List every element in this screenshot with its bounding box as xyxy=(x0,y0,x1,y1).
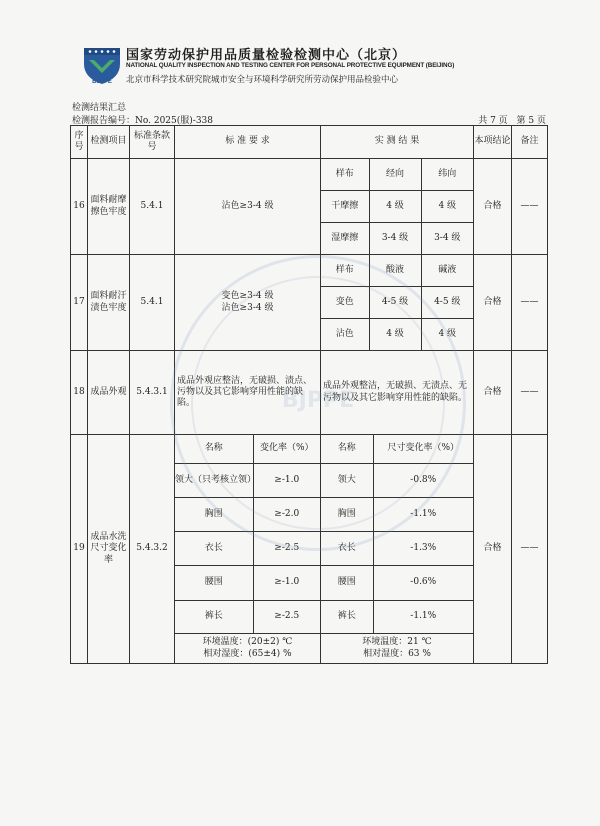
sub-cell: 4 级 xyxy=(369,190,421,223)
table-header-row xyxy=(71,126,548,159)
sub-cell: 3-4 级 xyxy=(421,223,473,254)
sub-cell: ≥-1.0 xyxy=(253,566,320,600)
row-item: 面料耐摩擦色牢度 xyxy=(88,159,130,255)
subhead-cell: 样布 xyxy=(321,159,369,190)
org-sub-name: 北京市科学技术研究院城市安全与环境科学研究所劳动保护用品检验中心 xyxy=(126,75,399,85)
env-line: 环境温度：(20±2) ℃ xyxy=(202,637,293,648)
row-remark: —— xyxy=(512,435,548,664)
org-name-cn: 国家劳动保护用品质量检验检测中心（北京） xyxy=(126,48,407,63)
row-conclusion: 合格 xyxy=(474,351,512,435)
result-subtable xyxy=(321,435,473,633)
row-conclusion: 合格 xyxy=(474,255,512,351)
row-clause: 5.4.3.2 xyxy=(130,435,175,664)
subhead-cell: 尺寸变化率（%） xyxy=(373,435,473,463)
row-clause: 5.4.1 xyxy=(130,255,175,351)
row-remark: —— xyxy=(512,351,548,435)
row-requirement xyxy=(175,435,321,634)
sub-cell: 4 级 xyxy=(421,190,473,223)
sub-cell: 衣长 xyxy=(175,532,253,566)
row-result xyxy=(321,255,474,351)
row-result: 成品外观整洁，无破损、无渍点、无污物以及其它影响穿用性能的缺陷。 xyxy=(321,351,474,435)
sub-cell: -1.1% xyxy=(373,600,473,633)
env-requirement xyxy=(175,634,321,664)
sub-cell: ≥-2.5 xyxy=(253,600,320,633)
row-seq: 16 xyxy=(71,159,88,255)
col-clause: 标准条款号 xyxy=(130,126,175,159)
result-subtable xyxy=(321,159,473,254)
svg-text:BJPPE: BJPPE xyxy=(92,79,112,85)
row-conclusion: 合格 xyxy=(474,435,512,664)
subhead-cell: 酸液 xyxy=(369,255,421,286)
sub-cell: 腰围 xyxy=(175,566,253,600)
requirement-line: 变色≥3-4 级 xyxy=(221,291,274,302)
sub-cell: 4-5 级 xyxy=(421,286,473,319)
sub-cell: 湿摩擦 xyxy=(321,223,369,254)
row-seq: 17 xyxy=(71,255,88,351)
result-subtable xyxy=(321,255,473,350)
row-item: 面料耐汗渍色牢度 xyxy=(88,255,130,351)
report-header xyxy=(80,40,540,92)
col-conclusion: 本项结论 xyxy=(474,126,512,159)
results-table xyxy=(70,125,548,664)
table-row xyxy=(71,255,548,351)
env-line: 环境温度：21 ℃ xyxy=(362,637,432,648)
table-row xyxy=(71,351,548,435)
col-result: 实 测 结 果 xyxy=(321,126,474,159)
sub-cell: ≥-2.0 xyxy=(253,497,320,531)
row-remark: —— xyxy=(512,159,548,255)
row-item: 成品外观 xyxy=(88,351,130,435)
subhead-cell: 样布 xyxy=(321,255,369,286)
env-line: 相对湿度：(65±4) % xyxy=(203,648,292,659)
subhead-cell: 经向 xyxy=(369,159,421,190)
subhead-cell: 名称 xyxy=(175,435,253,463)
seal-logo-text: BJPPE xyxy=(281,388,355,413)
col-requirement: 标 准 要 求 xyxy=(175,126,321,159)
env-line: 相对湿度：63 % xyxy=(363,648,431,659)
row-item: 成品水洗尺寸变化率 xyxy=(88,435,130,664)
col-item: 检测项目 xyxy=(88,126,130,159)
summary-title: 检测结果汇总 xyxy=(72,103,127,113)
sub-cell: 裤长 xyxy=(321,600,373,633)
org-name-en: NATIONAL QUALITY INSPECTION AND TESTING CENTER FOR PERSONAL PROTECTIVE EQUIPMENT (BEIJING) xyxy=(126,62,455,69)
table-row xyxy=(71,159,548,255)
sub-cell: 领大 xyxy=(321,463,373,497)
sub-cell: ≥-1.0 xyxy=(253,463,320,497)
subhead-cell: 名称 xyxy=(321,435,373,463)
sub-cell: 变色 xyxy=(321,286,369,319)
sub-cell: 胸围 xyxy=(175,497,253,531)
requirement-line: 沾色≥3-4 级 xyxy=(221,302,274,313)
sub-cell: 腰围 xyxy=(321,566,373,600)
sub-cell: 沾色 xyxy=(321,319,369,350)
sub-cell: -1.1% xyxy=(373,497,473,531)
row-conclusion: 合格 xyxy=(474,159,512,255)
col-remark: 备注 xyxy=(512,126,548,159)
sub-cell: -0.6% xyxy=(373,566,473,600)
row-requirement xyxy=(175,255,321,351)
sub-cell: -1.3% xyxy=(373,532,473,566)
page-number: 第 5 页 xyxy=(516,116,546,126)
row-clause: 5.4.1 xyxy=(130,159,175,255)
table-row xyxy=(71,435,548,634)
sub-cell: -0.8% xyxy=(373,463,473,497)
row-result xyxy=(321,159,474,255)
row-seq: 19 xyxy=(71,435,88,664)
sub-cell: 领大（只考核立领） xyxy=(175,463,253,497)
sub-cell: 4-5 级 xyxy=(369,286,421,319)
sub-cell: 3-4 级 xyxy=(369,223,421,254)
sub-cell: 衣长 xyxy=(321,532,373,566)
subhead-cell: 变化率（%） xyxy=(253,435,320,463)
sub-cell: 4 级 xyxy=(421,319,473,350)
subhead-cell: 纬向 xyxy=(421,159,473,190)
row-remark: —— xyxy=(512,255,548,351)
sub-cell: ≥-2.5 xyxy=(253,532,320,566)
requirement-subtable xyxy=(175,435,320,633)
row-requirement: 沾色≥3-4 级 xyxy=(175,159,321,255)
sub-cell: 4 级 xyxy=(369,319,421,350)
report-number: 检测报告编号：No. 2025(服)-338 xyxy=(72,116,214,126)
sub-cell: 胸围 xyxy=(321,497,373,531)
subhead-cell: 碱液 xyxy=(421,255,473,286)
row-requirement: 成品外观应整洁，无破损、渍点、污物以及其它影响穿用性能的缺陷。 xyxy=(175,351,321,435)
col-seq: 序号 xyxy=(71,126,88,159)
row-seq: 18 xyxy=(71,351,88,435)
row-result xyxy=(321,435,474,634)
env-result xyxy=(321,634,474,664)
row-clause: 5.4.3.1 xyxy=(130,351,175,435)
total-pages: 共 7 页 xyxy=(478,116,508,126)
sub-cell: 裤长 xyxy=(175,600,253,633)
bjppe-logo-icon xyxy=(80,40,124,86)
sub-cell: 干摩擦 xyxy=(321,190,369,223)
